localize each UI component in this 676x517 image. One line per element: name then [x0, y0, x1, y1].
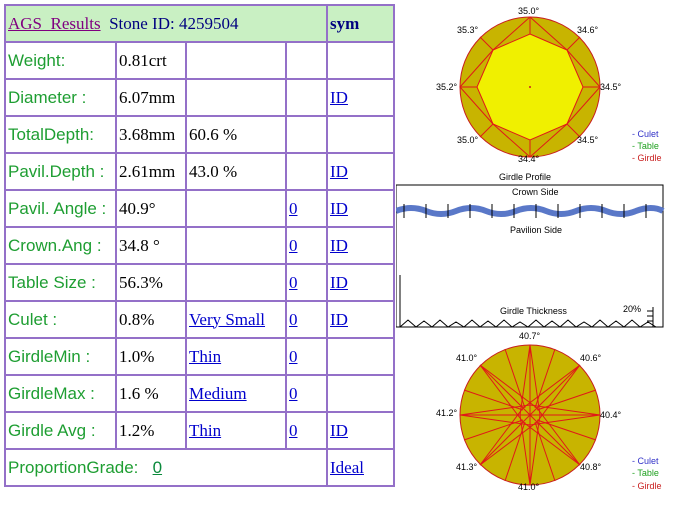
- proportion-row: [5, 449, 394, 486]
- row-value: 3.68mm: [116, 116, 186, 153]
- girdle-wave: [396, 208, 663, 214]
- row-extra: 43.0 %: [186, 153, 286, 190]
- header-row: [5, 5, 394, 42]
- crown-angle-label: 34.5°: [577, 135, 599, 145]
- row-value: 1.2%: [116, 412, 186, 449]
- table-row: [5, 412, 394, 449]
- pavilion-facet-lines: [460, 345, 600, 485]
- crown-angle-label: 34.6°: [577, 25, 599, 35]
- girdle-thickness-label: Girdle Thickness: [500, 306, 567, 316]
- row-id-link[interactable]: ID: [330, 87, 348, 107]
- pavilion-angle-label: 40.7°: [519, 331, 541, 341]
- row-value: 1.6 %: [116, 375, 186, 412]
- row-value: 0.8%: [116, 301, 186, 338]
- pavilion-angle-label: 41.3°: [456, 462, 478, 472]
- pavilion-diagram: [398, 330, 670, 508]
- row-score-link[interactable]: 0: [289, 235, 298, 255]
- row-id-link[interactable]: ID: [330, 235, 348, 255]
- table-row: [5, 116, 394, 153]
- row-score-link[interactable]: 0: [289, 420, 298, 440]
- row-score-link[interactable]: 0: [289, 272, 298, 292]
- row-value: 0.81crt: [116, 42, 186, 79]
- pavilion-angle-label: 41.0°: [518, 482, 540, 492]
- row-label: Culet :: [5, 301, 116, 338]
- row-value: 2.61mm: [116, 153, 186, 190]
- table-row: [5, 375, 394, 412]
- row-id-link[interactable]: ID: [330, 309, 348, 329]
- sym-label: sym: [330, 13, 360, 33]
- ags-results-link[interactable]: AGS_Results: [8, 13, 101, 33]
- row-value: 6.07mm: [116, 79, 186, 116]
- pavilion-angle-label: 41.0°: [456, 353, 478, 363]
- table-row: [5, 190, 394, 227]
- row-value: 40.9°: [116, 190, 186, 227]
- legend-girdle: - Girdle: [632, 153, 662, 163]
- row-extra: [186, 190, 286, 227]
- proportion-label: ProportionGrade:: [8, 457, 139, 477]
- legend-culet: - Culet: [632, 129, 659, 139]
- girdle-avg-link[interactable]: Thin: [189, 420, 222, 440]
- row-label: Pavil. Angle :: [5, 190, 116, 227]
- row-label: Diameter :: [5, 79, 116, 116]
- row-score-link[interactable]: 0: [289, 309, 298, 329]
- row-value: 1.0%: [116, 338, 186, 375]
- results-table: [4, 4, 395, 487]
- proportion-value-link[interactable]: 0: [152, 457, 163, 477]
- table-row: [5, 42, 394, 79]
- row-id-link[interactable]: ID: [330, 198, 348, 218]
- girdle-thickness-percent: 20%: [623, 304, 642, 314]
- girdle-thickness-trace: [400, 320, 656, 327]
- culet-size-link[interactable]: Very Small: [189, 309, 266, 329]
- table-row: [5, 227, 394, 264]
- girdle-max-link[interactable]: Medium: [189, 383, 247, 403]
- table-row: [5, 153, 394, 190]
- row-id-link[interactable]: ID: [330, 420, 348, 440]
- row-extra: [186, 227, 286, 264]
- row-label: GirdleMin :: [5, 338, 116, 375]
- row-value: 34.8 °: [116, 227, 186, 264]
- crown-diagram: [398, 2, 670, 180]
- header-cell: [5, 5, 327, 42]
- row-extra: 60.6 %: [186, 116, 286, 153]
- table-row: [5, 264, 394, 301]
- legend-table: - Table: [632, 468, 659, 478]
- pavilion-angle-label: 40.8°: [580, 462, 602, 472]
- row-label: TotalDepth:: [5, 116, 116, 153]
- row-id-link[interactable]: ID: [330, 272, 348, 292]
- row-score-link[interactable]: 0: [289, 198, 298, 218]
- stone-id: Stone ID: 4259504: [109, 13, 239, 33]
- crown-angle-label: 34.5°: [600, 82, 622, 92]
- row-score-link[interactable]: 0: [289, 383, 298, 403]
- crown-angle-label: 35.3°: [457, 25, 479, 35]
- row-label: Table Size :: [5, 264, 116, 301]
- row-label: GirdleMax :: [5, 375, 116, 412]
- girdle-min-link[interactable]: Thin: [189, 346, 222, 366]
- row-extra: [186, 264, 286, 301]
- crown-side-label: Crown Side: [512, 187, 559, 197]
- table-row: [5, 301, 394, 338]
- pavilion-angle-label: 41.2°: [436, 408, 458, 418]
- pavilion-angle-label: 40.4°: [600, 410, 622, 420]
- pavilion-angle-label: 40.6°: [580, 353, 602, 363]
- row-extra: [186, 79, 286, 116]
- row-label: Pavil.Depth :: [5, 153, 116, 190]
- row-value: 56.3%: [116, 264, 186, 301]
- row-label: Girdle Avg :: [5, 412, 116, 449]
- girdle-profile-title: Girdle Profile: [499, 172, 552, 182]
- crown-angle-label: 34.4°: [518, 154, 540, 164]
- pavilion-side-label: Pavilion Side: [510, 225, 563, 235]
- crown-angle-label: 35.0°: [518, 6, 540, 16]
- legend-girdle: - Girdle: [632, 481, 662, 491]
- legend-culet: - Culet: [632, 456, 659, 466]
- row-label: Weight:: [5, 42, 116, 79]
- row-extra: [186, 42, 286, 79]
- row-id-link[interactable]: ID: [330, 161, 348, 181]
- legend-table: - Table: [632, 141, 659, 151]
- crown-angle-label: 35.0°: [457, 135, 479, 145]
- table-row: [5, 338, 394, 375]
- sym-cell: [327, 5, 394, 42]
- row-label: Crown.Ang :: [5, 227, 116, 264]
- row-score-link[interactable]: 0: [289, 346, 298, 366]
- ideal-grade-link[interactable]: Ideal: [330, 457, 364, 477]
- crown-angle-label: 35.2°: [436, 82, 458, 92]
- proportion-cell: [5, 449, 327, 486]
- girdle-profile-diagram: [396, 170, 668, 330]
- table-row: [5, 79, 394, 116]
